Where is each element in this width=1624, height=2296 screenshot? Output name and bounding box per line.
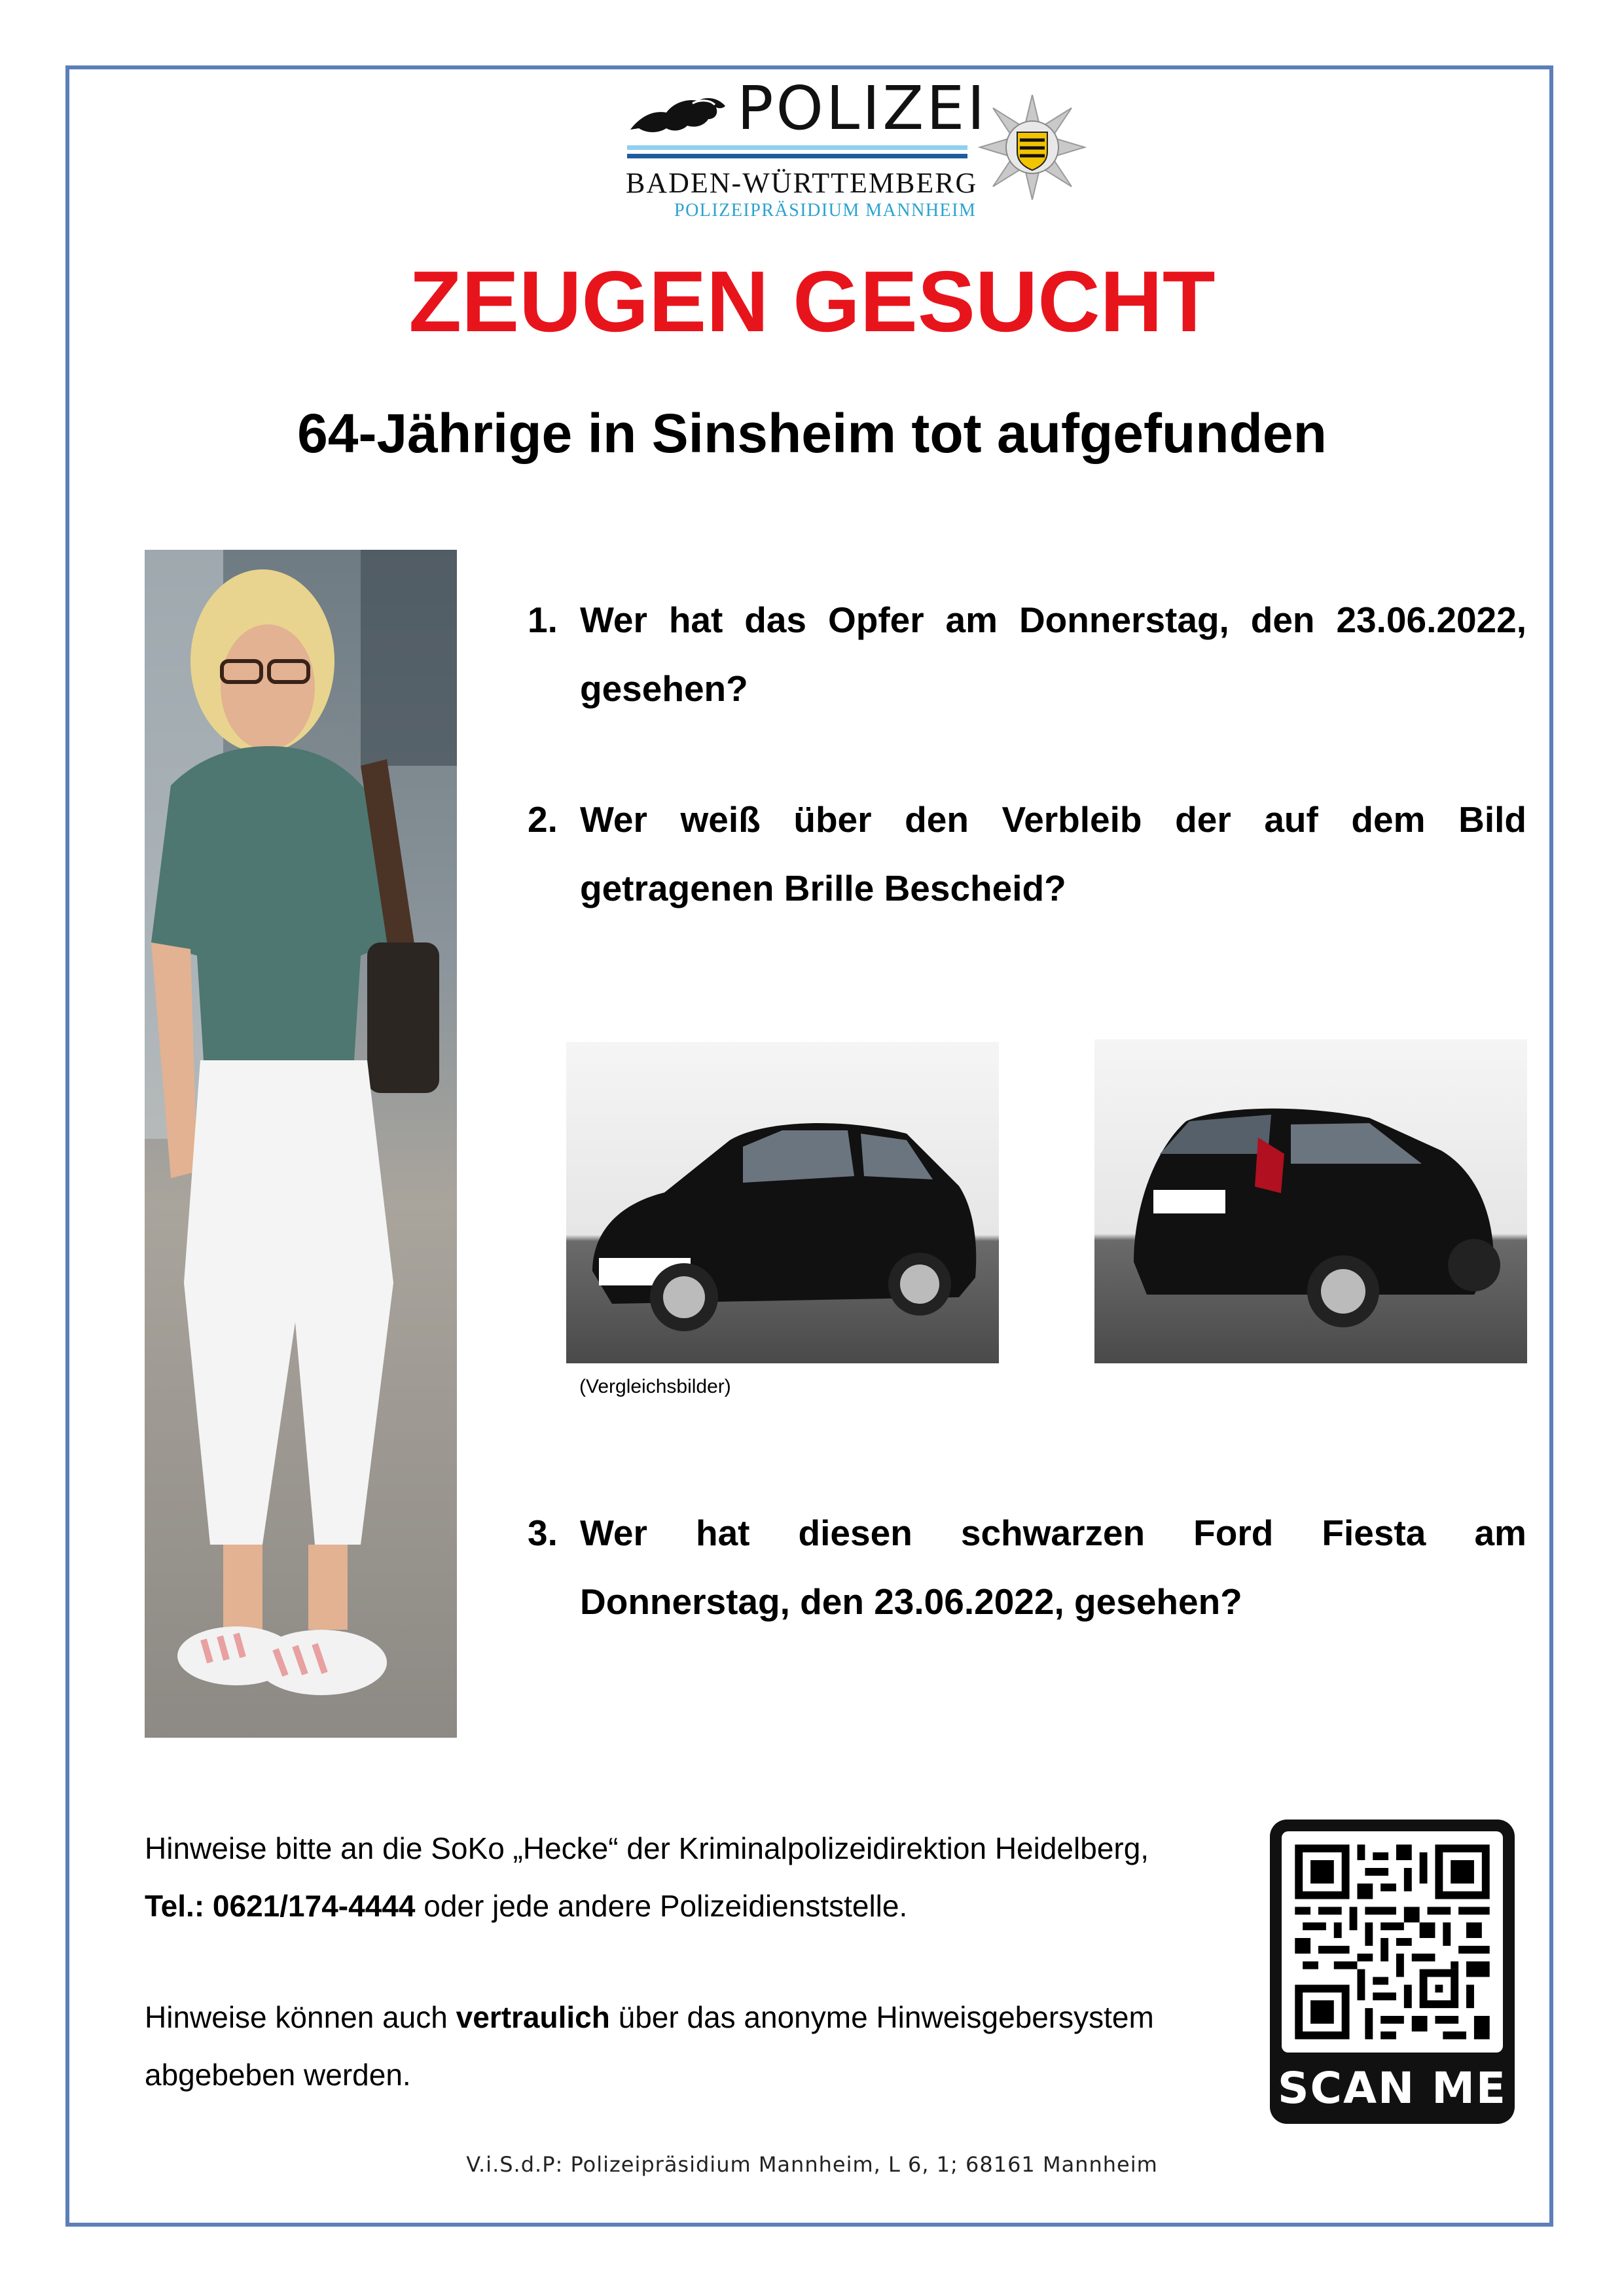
hint-paragraph-confidential [145,1988,1257,2104]
question-line: gesehen? [580,668,748,709]
lion-logo-icon [627,90,732,143]
logo-wordmark: POLIZEI [737,73,988,143]
question-word: Ford [1193,1513,1274,1553]
question-word: Fiesta [1322,1513,1426,1553]
question-line: Wer weiß über den Verbleib der auf dem Bild [580,799,1526,840]
question-word: diesen [798,1513,912,1553]
qr-code-icon [1282,1831,1503,2053]
image-caption: (Vergleichsbilder) [579,1376,731,1397]
hint-text: oder jede andere Polizeidienststelle. [415,1889,908,1923]
question-1 [528,586,1526,723]
hint-text: Hinweise können auch [145,2000,456,2034]
qr-code-card[interactable] [1270,1820,1515,2124]
phone-number[interactable]: Tel.: 0621/174-4444 [145,1889,416,1923]
question-number: 3. [528,1513,558,1553]
hint-line [145,1988,1257,2046]
question-2 [528,785,1526,923]
logo-stripes [627,145,967,162]
question-3 [528,1499,1526,1636]
question-number: 2. [528,799,558,840]
hint-paragraph-contact [145,1820,1257,1935]
hint-line: abgebeben werden. [145,2058,411,2092]
question-word: schwarzen [960,1513,1146,1553]
question-line [580,1499,1526,1568]
question-word: am [1474,1513,1526,1553]
logo-region: BADEN-WÜRTTEMBERG [626,167,978,199]
car-rear-photo [1094,1039,1527,1363]
car-front-photo [566,1042,999,1363]
question-line: Wer hat das Opfer am Donnerstag, den 23.06.2022, [580,600,1526,640]
headline: ZEUGEN GESUCHT [408,253,1216,350]
question-line: getragenen Brille Bescheid? [580,868,1066,908]
victim-photo [145,550,457,1738]
hint-emphasis: vertraulich [456,2000,610,2034]
subheadline: 64-Jährige in Sinsheim tot aufgefunden [297,403,1327,464]
police-star-badge-icon [977,92,1088,203]
qr-code[interactable] [1282,1831,1503,2053]
question-line: Donnerstag, den 23.06.2022, gesehen? [580,1581,1242,1622]
question-word: hat [695,1513,750,1553]
hint-line: Hinweise bitte an die SoKo „Hecke“ der Kriminalpolizeidirektion Heidelberg, [145,1831,1149,1865]
logo-department: POLIZEIPRÄSIDIUM MANNHEIM [674,200,977,221]
question-word: Wer [580,1513,647,1553]
scan-me-label: SCAN ME [1277,2063,1507,2113]
hint-line [145,1877,1257,1935]
hint-text: über das anonyme Hinweisgebersystem [609,2000,1154,2034]
footer-imprint: V.i.S.d.P: Polizeipräsidium Mannheim, L 6, 1; 68161 Mannheim [466,2152,1158,2177]
question-number: 1. [528,600,558,640]
